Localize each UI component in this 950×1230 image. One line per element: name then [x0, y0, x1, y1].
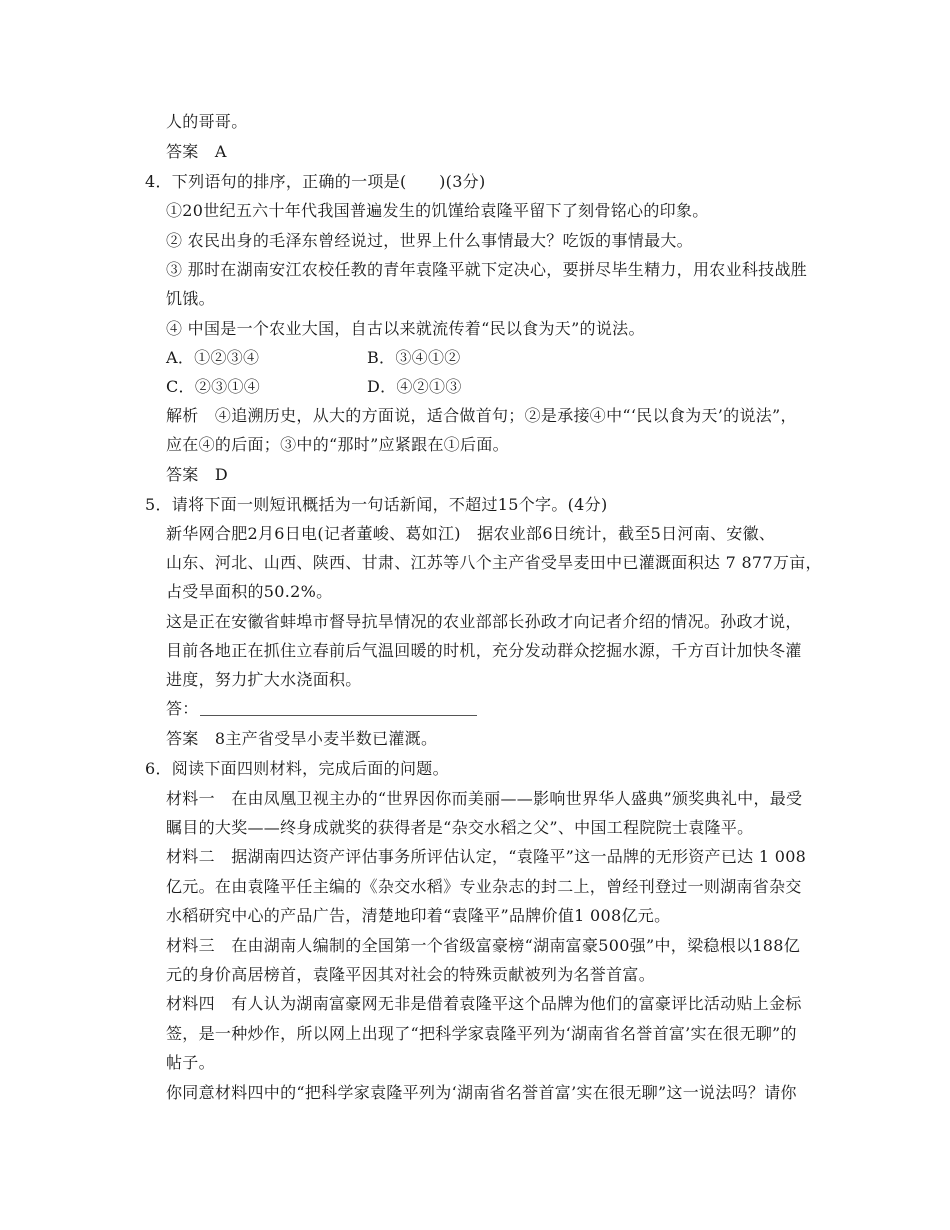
news-text: 目前各地正在抓住立春前后气温回暖的时机，充分发动群众挖掘水源，千方百计加快冬灌 [166, 641, 802, 660]
sentence-3: ③ 那时在湖南安江农校任教的青年袁隆平就下定决心，要拼尽毕生精力，用农业科技战胜 [166, 260, 808, 279]
material-2: 材料二 据湖南四达资产评估事务所评估认定，“袁隆平”这一品牌的无形资产已达 1 008 [166, 847, 807, 866]
sentence-2: ② 农民出身的毛泽东曾经说过，世界上什么事情最大？吃饭的事情最大。 [166, 231, 693, 250]
news-text: 山东、河北、山西、陕西、甘肃、江苏等八个主产省受旱麦田中已灌溉面积达 7 877万亩， [166, 553, 822, 572]
news-text: 这是正在安徽省蚌埠市督导抗旱情况的农业部部长孙政才向记者介绍的情况。孙政才说， [166, 612, 802, 631]
news-text: 占受旱面积的50.2%。 [166, 582, 333, 601]
question-5: 5．请将下面一则短讯概括为一句话新闻，不超过15个字。(4分) [145, 495, 608, 514]
material-1: 材料一 在由凤凰卫视主办的“世界因你而美丽——影响世界华人盛典”颁奖典礼中，最受 [166, 789, 803, 808]
sentence-4: ④ 中国是一个农业大国，自古以来就流传着“民以食为天”的说法。 [166, 319, 645, 338]
answer-line: 答案 A [166, 142, 227, 161]
material-2-cont: 水稻研究中心的产品广告，清楚地印着“袁隆平”品牌价值1 008亿元。 [166, 906, 671, 925]
material-1-cont: 瞩目的大奖——终身成就奖的获得者是“杂交水稻之父”、中国工程院院士袁隆平。 [166, 818, 754, 837]
sentence-1: ①20世纪五六十年代我国普遍发生的饥馑给袁隆平留下了刻骨铭心的印象。 [166, 201, 709, 220]
option-c: C．②③①④ [166, 377, 261, 396]
answer-prompt: 答： [166, 699, 199, 718]
analysis-line-cont: 应在④的后面；③中的“那时”应紧跟在①后面。 [166, 435, 509, 454]
news-text: 进度，努力扩大水浇面积。 [166, 670, 362, 689]
question-4: 4．下列语句的排序，正确的一项是( )(3分) [145, 172, 486, 191]
material-4-cont: 帖子。 [166, 1053, 215, 1072]
material-3-cont: 元的身价高居榜首，袁隆平因其对社会的特殊贡献被列为名誉首富。 [166, 965, 656, 984]
material-4-cont: 签，是一种炒作，所以网上出现了“把科学家袁隆平列为‘湖南省名誉首富’实在很无聊”的 [166, 1024, 797, 1043]
answer-line: 答案 D [166, 465, 229, 484]
option-b: B．③④①② [367, 348, 461, 367]
text-line: 人的哥哥。 [166, 112, 248, 131]
analysis-line: 解析 ④追溯历史，从大的方面说，适合做首句；②是承接④中“‘民以食为天’的说法”， [166, 406, 797, 425]
option-d: D．④②①③ [367, 377, 462, 396]
news-text: 新华网合肥2月6日电(记者董峻、葛如江) 据农业部6日统计，截至5日河南、安徽、 [166, 524, 776, 543]
question-prompt: 你同意材料四中的“把科学家袁隆平列为‘湖南省名誉首富’实在很无聊”这一说法吗？请你 [166, 1083, 797, 1102]
material-4: 材料四 有人认为湖南富豪网无非是借着袁隆平这个品牌为他们的富豪评比活动贴上金标 [166, 994, 802, 1013]
material-3: 材料三 在由湖南人编制的全国第一个省级富豪榜“湖南富豪500强”中，梁稳根以188亿 [166, 936, 801, 955]
material-2-cont: 亿元。在由袁隆平任主编的《杂交水稻》专业杂志的封二上，曾经刊登过一则湖南省杂交 [166, 877, 802, 896]
question-6: 6．阅读下面四则材料，完成后面的问题。 [145, 759, 449, 778]
answer-blank-line [200, 715, 477, 716]
answer-line: 答案 8主产省受旱小麦半数已灌溉。 [166, 729, 438, 748]
option-a: A．①②③④ [166, 348, 260, 367]
sentence-3-cont: 饥饿。 [166, 289, 215, 308]
